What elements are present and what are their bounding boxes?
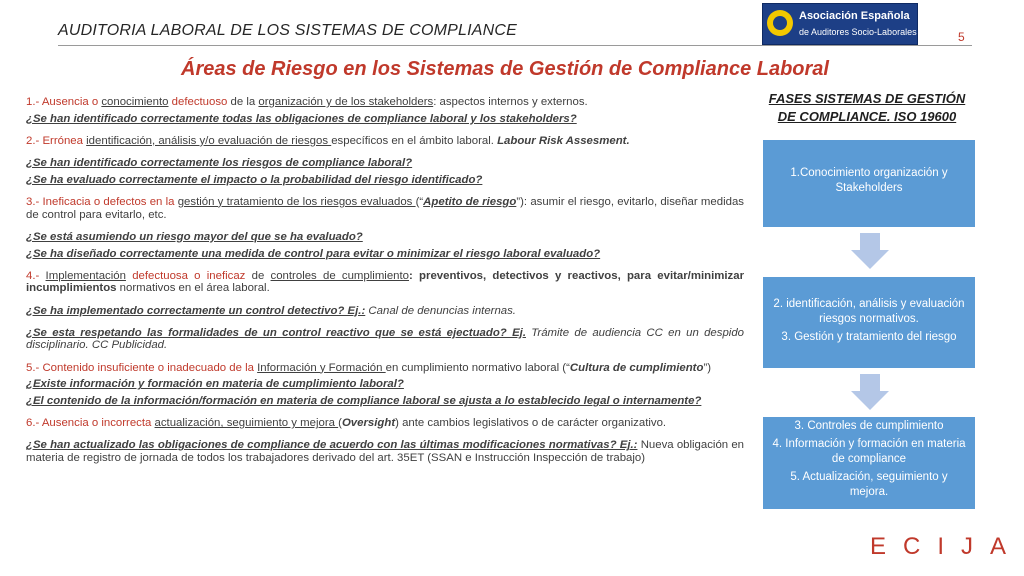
- question: ¿Se está asumiendo un riesgo mayor del que se ha evaluado?: [26, 230, 363, 243]
- section-6-number: 6.- Ausencia o incorrecta: [26, 417, 155, 430]
- phases-title: [760, 90, 974, 126]
- question-example: Nueva obligación en materia de registro de jornada de todos los trabajadores derivado del art. 35ET (SSAN e Instrucción Inspección de trabajo): [26, 439, 745, 465]
- phase-item: 1.Conocimiento organización y Stakeholders: [790, 167, 948, 194]
- page-number: 5: [958, 30, 965, 44]
- phase-item: 5. Actualización, seguimiento y mejora.: [790, 471, 948, 498]
- section-4-question: [26, 327, 744, 353]
- phase-item: 3. Controles de cumplimiento: [794, 420, 944, 432]
- phase-box-3: [763, 417, 975, 509]
- section-5-text: ”): [703, 361, 712, 374]
- association-logo: [762, 3, 918, 45]
- section-1-keyword: organización y de los stakeholders: [258, 96, 434, 108]
- section-3-number: 3.- Ineficacia o defectos en la: [26, 195, 178, 208]
- section-2-text: específicos en el ámbito laboral.: [331, 134, 498, 147]
- section-1: [26, 96, 744, 109]
- section-2-keyword: identificación, análisis y/o evaluación de riesgos: [86, 134, 332, 147]
- stars-emblem-icon: [767, 10, 793, 36]
- question: ¿Se ha diseñado correctamente una medida de control para evitar o minimizar el riesgo laboral evaluado?: [26, 247, 601, 260]
- section-4-text: de: [245, 269, 271, 282]
- logo-line2: de Auditores Socio-Laborales: [799, 27, 917, 37]
- question: ¿Se esta respetando las formalidades de un control reactivo que se está ejectuado? Ej.: [26, 326, 526, 339]
- header-divider: [58, 45, 972, 46]
- section-1-number: 1.- Ausencia o: [26, 96, 102, 108]
- question-example: Canal de denuncias internas.: [365, 304, 516, 317]
- ecija-logo: ECIJA: [870, 533, 1024, 560]
- section-1-keyword: conocimiento: [101, 96, 169, 108]
- section-1-question: [26, 113, 744, 126]
- section-6-text: (: [338, 417, 342, 430]
- phases-title-line: FASES SISTEMAS DE GESTIÓN: [768, 91, 966, 106]
- section-2-number: 2.- Errónea: [26, 134, 87, 147]
- section-2: [26, 135, 744, 148]
- section-4-text: defectuosa o ineficaz: [125, 269, 246, 282]
- slide-title: Áreas de Riesgo en los Sistemas de Gestión de Compliance Laboral: [181, 58, 829, 80]
- section-3-text: ”):: [516, 195, 531, 208]
- section-2-question: [26, 174, 744, 187]
- question: ¿Se ha implementado correctamente un control detectivo? Ej.:: [26, 304, 366, 317]
- section-3-question: [26, 248, 744, 261]
- phase-item: 3. Gestión y tratamiento del riesgo: [781, 331, 957, 343]
- phase-box-2: [763, 277, 975, 368]
- risk-areas-list: [26, 96, 744, 474]
- section-1-text: defectuoso: [168, 96, 228, 108]
- section-4-text: : preventivos, detectivos y reactivos, para evitar/minimizar incumplimientos: [26, 269, 745, 295]
- section-3-keyword: gestión y tratamiento de los riesgos evaluados: [177, 195, 416, 208]
- section-6-keyword: Oversight: [341, 417, 396, 430]
- section-4: [26, 270, 744, 296]
- section-4-text: normativos en el área laboral.: [116, 282, 270, 295]
- logo-line1: Asociación Española: [799, 10, 910, 22]
- section-1-text: : aspectos internos y externos.: [433, 96, 588, 108]
- phases-title-line: DE COMPLIANCE. ISO 19600: [777, 109, 957, 124]
- question-example: Trámite de audiencia CC en un despido disciplinario. CC Publicidad.: [26, 326, 744, 352]
- section-4-number: 4.-: [26, 269, 46, 282]
- question: ¿Existe información y formación en materia de cumplimiento laboral?: [26, 378, 404, 391]
- phase-box-1: [763, 140, 975, 227]
- section-2-question: [26, 157, 744, 170]
- section-5-question: [26, 395, 744, 408]
- section-6-question: [26, 439, 744, 465]
- question: ¿Se han identificado correctamente todas las obligaciones de compliance laboral y los stakeholders?: [26, 112, 577, 125]
- section-5-keyword: Cultura de cumplimiento: [569, 361, 704, 374]
- section-3: [26, 196, 744, 222]
- question: ¿Se ha evaluado correctamente el impacto o la probabilidad del riesgo identificado?: [26, 173, 483, 186]
- section-3-text: asumir el riesgo, evitarlo, diseñar medidas de control para evitarlo, etc.: [26, 195, 744, 221]
- section-5: [26, 362, 744, 375]
- section-3-text: (“: [415, 195, 424, 208]
- question: ¿Se han identificado correctamente los riesgos de compliance laboral?: [26, 156, 413, 169]
- section-2-text: Labour Risk Assesment.: [497, 134, 630, 147]
- section-5-keyword: Información y Formación: [257, 361, 386, 374]
- header-title: AUDITORIA LABORAL DE LOS SISTEMAS DE COMPLIANCE: [58, 22, 518, 39]
- section-3-keyword: Apetito de riesgo: [423, 195, 517, 208]
- question: ¿Se han actualizado las obligaciones de compliance de acuerdo con las últimas modificaciones normativas? Ej.:: [26, 439, 638, 452]
- down-arrow-icon: [851, 233, 889, 269]
- section-4-keyword: Implementación: [45, 269, 126, 282]
- section-5-number: 5.- Contenido insuficiente o inadecuado de la: [26, 361, 258, 374]
- section-4-keyword: controles de cumplimiento: [270, 269, 410, 282]
- section-5-text: en cumplimiento normativo laboral (“: [385, 361, 570, 374]
- section-3-question: [26, 231, 744, 244]
- section-5-question: [26, 378, 744, 391]
- section-6-keyword: actualización, seguimiento y mejora: [154, 417, 339, 430]
- section-4-question: [26, 305, 744, 318]
- section-6-text: ) ante cambios legislativos o de carácter organizativo.: [395, 417, 667, 430]
- section-1-text: de la: [227, 96, 259, 108]
- phase-item: 2. identificación, análisis y evaluación riesgos normativos.: [773, 298, 965, 325]
- down-arrow-icon: [851, 374, 889, 410]
- section-6: [26, 417, 744, 430]
- question: ¿El contenido de la información/formación en materia de compliance laboral se ajusta a lo establecido legal o internamente?: [26, 395, 702, 408]
- phase-item: 4. Información y formación en materia de compliance: [772, 438, 966, 465]
